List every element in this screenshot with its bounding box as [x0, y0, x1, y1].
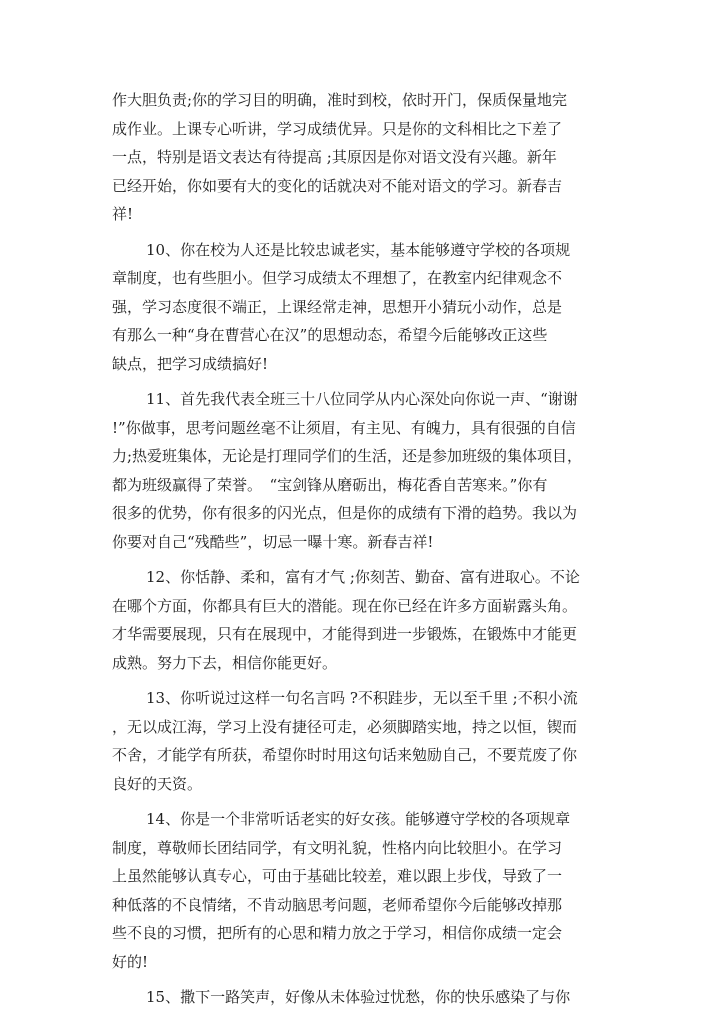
text-line: !”你做事，思考问题丝毫不让须眉，有主见、有魄力，具有很强的自信 — [112, 418, 576, 437]
text-line: 成作业。上课专心听讲，学习成绩优异。只是你的文科相比之下差了 — [112, 119, 563, 138]
text-line: 在哪个方面，你都具有巨大的潜能。现在你已经在许多方面崭露头角。 — [112, 596, 578, 615]
text-line: ，无以成江海，学习上没有捷径可走，必须脚踏实地，持之以恒，锲而 — [112, 717, 578, 736]
text-line: 作大胆负责;你的学习目的明确，准时到校，依时开门，保质保量地完 — [112, 91, 568, 109]
paragraph-12 — [112, 563, 612, 677]
paragraph-14 — [112, 805, 612, 976]
text-line: 有那么一种“身在曹营心在汉”的思想动态，希望今后能够改正这些 — [112, 326, 548, 344]
text-line: 祥! — [112, 205, 134, 223]
text-line: 15、撒下一路笑声，好像从未体验过忧愁，你的快乐感染了与你 — [146, 988, 571, 1006]
text-line: 好的! — [112, 952, 149, 971]
paragraph-1 — [112, 86, 612, 229]
text-line: 不舍，才能学有所获，希望你时时用这句话来勉励自己，不要荒废了你 — [112, 746, 578, 764]
text-line: 才华需要展现，只有在展现中，才能得到进一步锻炼，在锻炼中才能更 — [112, 625, 578, 643]
paragraph-11 — [112, 385, 612, 556]
paragraph-13 — [112, 684, 612, 798]
text-line: 制度，尊敬师长团结同学，有文明礼貌，性格内向比较胆小。在学习 — [112, 838, 563, 857]
document-body — [112, 86, 612, 1012]
text-line: 章制度，也有些胆小。但学习成绩太不理想了，在教室内纪律观念不 — [112, 269, 563, 287]
text-line: 强，学习态度很不端正，上课经常走神，思想开小猜玩小动作，总是 — [112, 297, 563, 316]
text-line: 你要对自己“残酷些”，切忌一曝十寒。新春吉祥! — [112, 532, 434, 551]
text-line: 11、首先我代表全班三十八位同学从内心深处向你说一声、“谢谢 — [146, 390, 578, 408]
text-line: 14、你是一个非常听话老实的好女孩。能够遵守学校的各项规章 — [146, 810, 571, 828]
text-line: 良好的天资。 — [112, 774, 203, 793]
text-line: 力;热爱班集体，无论是打理同学们的生活，还是参加班级的集体项目， — [112, 447, 583, 465]
text-line: 种低落的不良情绪，不肯动脑思考问题，老师希望你今后能够改掉那 — [112, 895, 563, 914]
text-line: 13、你听说过这样一句名言吗 ?不积跬步，无以至千里 ;不积小流 — [146, 689, 578, 707]
text-line: 一点，特别是语文表达有待提高 ;其原因是你对语文没有兴趣。新年 — [112, 148, 557, 166]
text-line: 上虽然能够认真专心，可由于基础比较差，难以跟上步伐，导致了一 — [112, 867, 563, 885]
text-line: 10、你在校为人还是比较忠诚老实，基本能够遵守学校的各项规 — [146, 240, 571, 259]
text-line: 12、你恬静、柔和，富有才气 ;你刻苦、勤奋、富有进取心。不论 — [146, 568, 580, 586]
text-line: 缺点，把学习成绩搞好! — [112, 354, 269, 373]
paragraph-15 — [112, 983, 612, 1012]
text-line: 已经开始，你如要有大的变化的话就决对不能对语文的学习。新春吉 — [112, 176, 563, 195]
text-line: 很多的优势，你有很多的闪光点，但是你的成绩有下滑的趋势。我以为 — [112, 504, 578, 522]
text-line: 都为班级赢得了荣誉。 “宝剑锋从磨砺出，梅花香自苦寒来。”你有 — [112, 475, 548, 494]
paragraph-10 — [112, 236, 612, 379]
text-line: 成熟。努力下去，相信你能更好。 — [112, 653, 338, 672]
text-line: 些不良的习惯，把所有的心思和精力放之于学习，相信你成绩一定会 — [112, 924, 563, 942]
